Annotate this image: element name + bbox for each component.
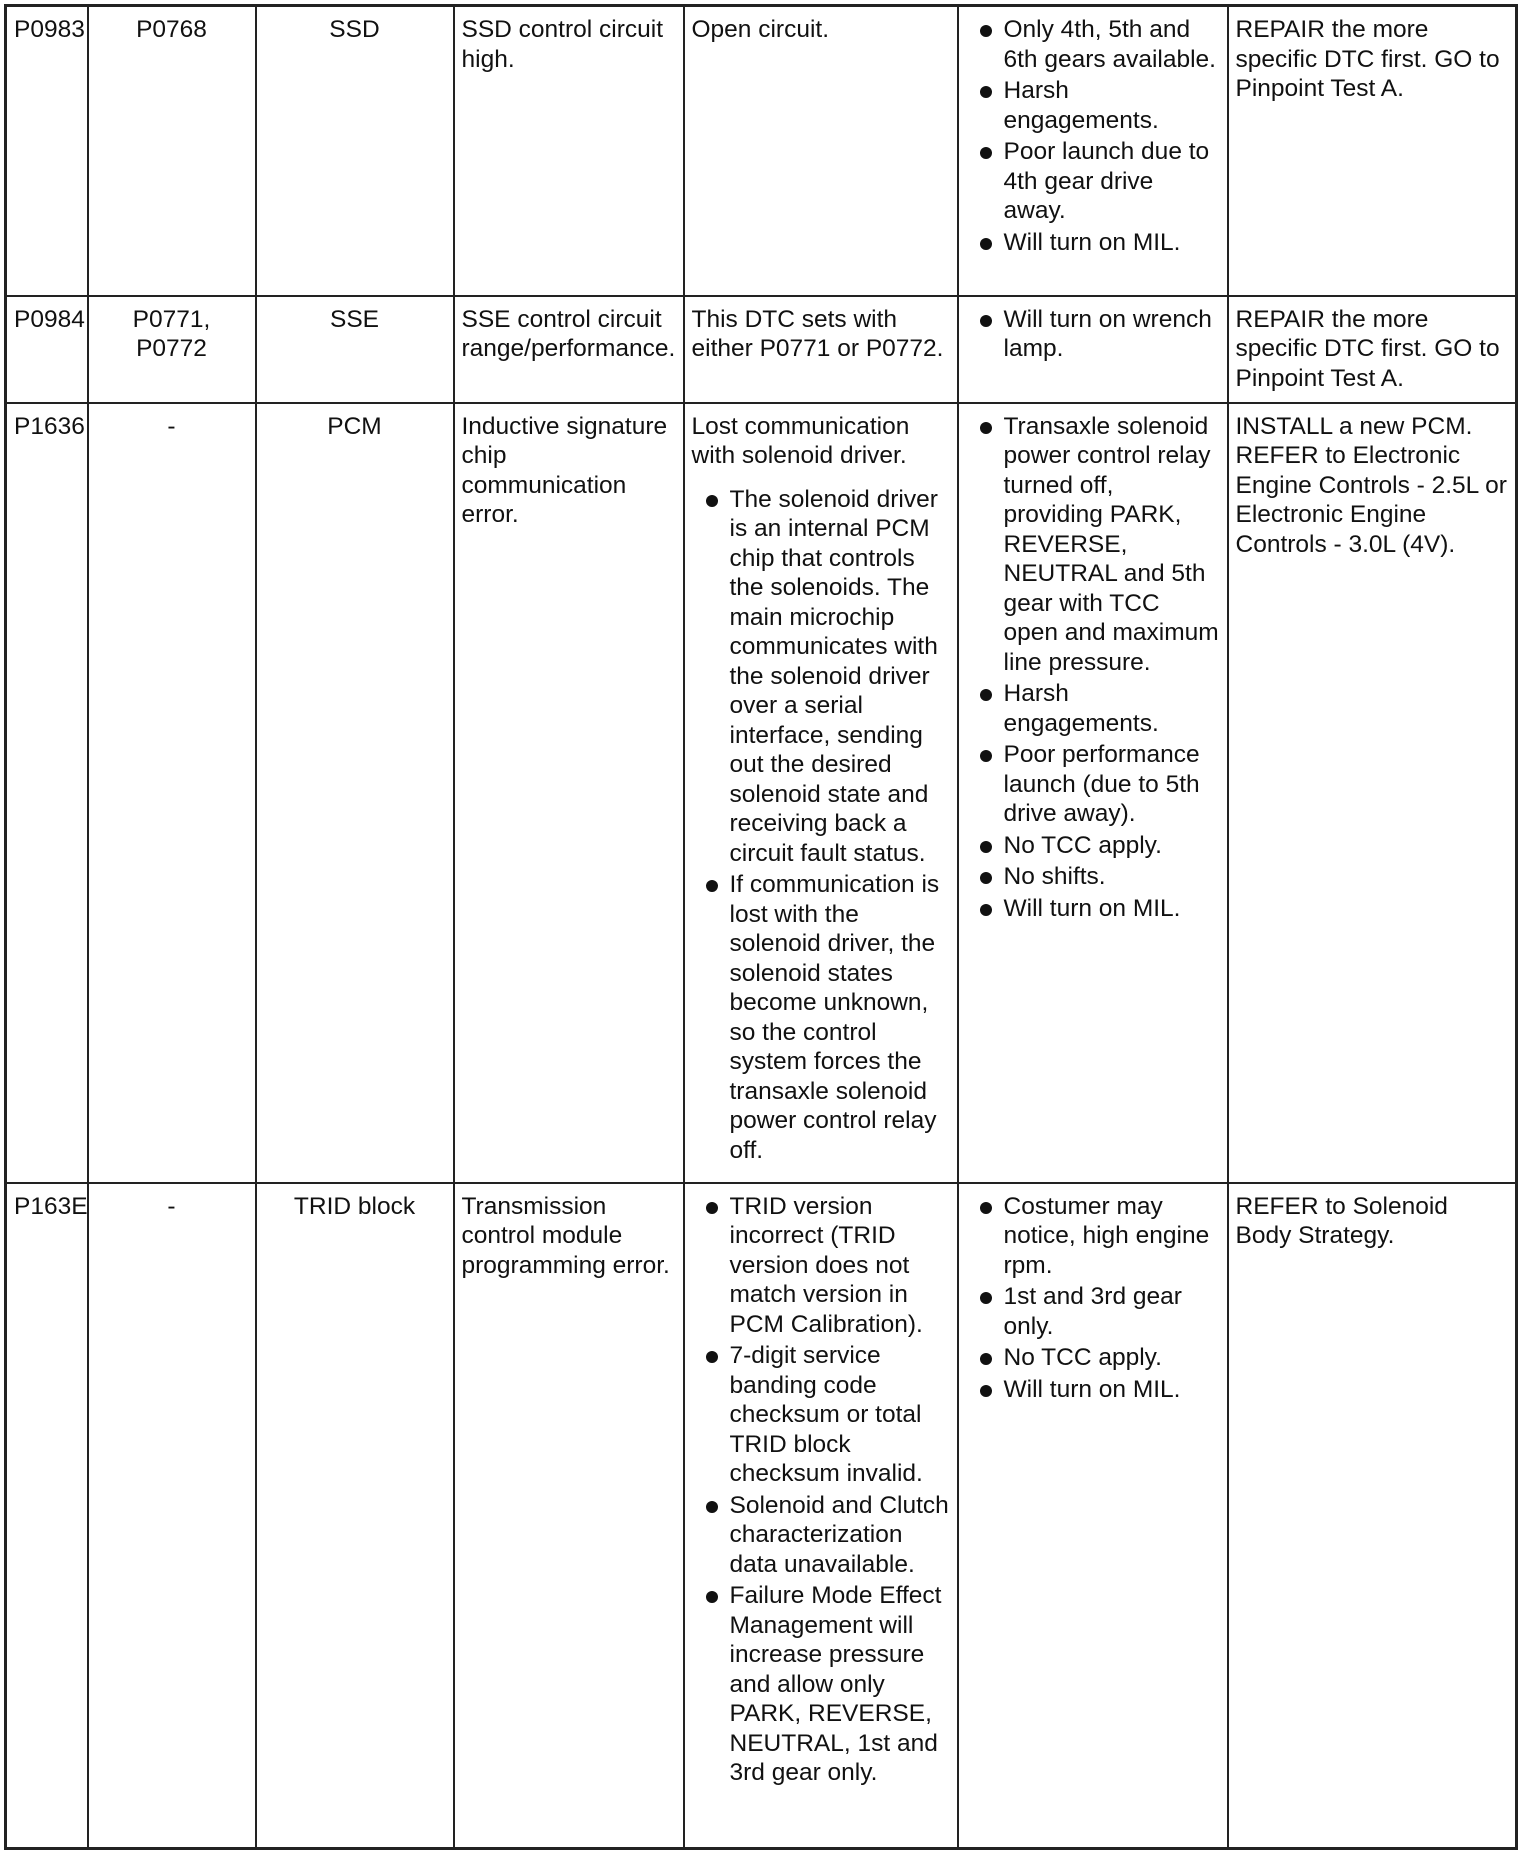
list-item: No TCC apply.: [974, 831, 1220, 861]
action: REPAIR the more specific DTC first. GO to Pinpoint Test A.: [1228, 6, 1517, 296]
action: REFER to Solenoid Body Strategy.: [1228, 1183, 1517, 1849]
list-item: The solenoid driver is an internal PCM chip that controls the solenoids. The main microchip communicates with the solenoid driver over a serial interface, sending out the desired solenoid state and receiving back a circuit fault status.: [700, 485, 950, 869]
component: SSD: [256, 6, 454, 296]
symptoms-cell: [958, 6, 1228, 296]
symptoms-cell: [958, 296, 1228, 403]
dtc-code: P1636: [6, 403, 88, 1183]
component: SSE: [256, 296, 454, 403]
table-row: [6, 6, 1517, 296]
component: PCM: [256, 403, 454, 1183]
related-dtc: P0771, P0772: [88, 296, 256, 403]
table-row: [6, 403, 1517, 1183]
action: INSTALL a new PCM. REFER to Electronic Engine Controls - 2.5L or Electronic Engine Controls - 3.0L (4V).: [1228, 403, 1517, 1183]
symptoms-cell: [958, 1183, 1228, 1849]
dtc-code: P0984: [6, 296, 88, 403]
description: Inductive signature chip communication error.: [454, 403, 684, 1183]
condition-cell: [684, 403, 958, 1183]
list-item: Will turn on MIL.: [974, 228, 1220, 258]
list-item: Transaxle solenoid power control relay turned off, providing PARK, REVERSE, NEUTRAL and 5th gear with TCC open and maximum line pressure.: [974, 412, 1220, 678]
list-item: 1st and 3rd gear only.: [974, 1282, 1220, 1341]
list-item: Harsh engagements.: [974, 679, 1220, 738]
dtc-table: [4, 4, 1518, 1850]
component: TRID block: [256, 1183, 454, 1849]
list-item: Will turn on MIL.: [974, 894, 1220, 924]
condition-intro: Lost communication with solenoid driver.: [691, 412, 910, 469]
list-item: Will turn on wrench lamp.: [974, 305, 1220, 364]
dtc-code: P0983: [6, 6, 88, 296]
description: Transmission control module programming error.: [454, 1183, 684, 1849]
related-dtc: -: [88, 1183, 256, 1849]
list-item: Failure Mode Effect Management will increase pressure and allow only PARK, REVERSE, NEUTRAL, 1st and 3rd gear only.: [700, 1581, 950, 1788]
list-item: Costumer may notice, high engine rpm.: [974, 1192, 1220, 1281]
symptoms-cell: [958, 403, 1228, 1183]
table-row: [6, 1183, 1517, 1849]
condition-cell: [684, 1183, 958, 1849]
list-item: No TCC apply.: [974, 1343, 1220, 1373]
list-item: 7-digit service banding code checksum or total TRID block checksum invalid.: [700, 1341, 950, 1489]
list-item: Will turn on MIL.: [974, 1375, 1220, 1405]
condition: This DTC sets with either P0771 or P0772.: [684, 296, 958, 403]
related-dtc: -: [88, 403, 256, 1183]
list-item: Harsh engagements.: [974, 76, 1220, 135]
list-item: TRID version incorrect (TRID version does not match version in PCM Calibration).: [700, 1192, 950, 1340]
description: SSD control circuit high.: [454, 6, 684, 296]
description: SSE control circuit range/performance.: [454, 296, 684, 403]
related-dtc: P0768: [88, 6, 256, 296]
list-item: Only 4th, 5th and 6th gears available.: [974, 15, 1220, 74]
list-item: No shifts.: [974, 862, 1220, 892]
action: REPAIR the more specific DTC first. GO to Pinpoint Test A.: [1228, 296, 1517, 403]
table-row: [6, 296, 1517, 403]
list-item: Poor launch due to 4th gear drive away.: [974, 137, 1220, 226]
list-item: Solenoid and Clutch characterization data unavailable.: [700, 1491, 950, 1580]
dtc-code: P163E: [6, 1183, 88, 1849]
list-item: If communication is lost with the solenoid driver, the solenoid states become unknown, so the control system forces the transaxle solenoid power control relay off.: [700, 870, 950, 1165]
list-item: Poor performance launch (due to 5th drive away).: [974, 740, 1220, 829]
condition: Open circuit.: [684, 6, 958, 296]
